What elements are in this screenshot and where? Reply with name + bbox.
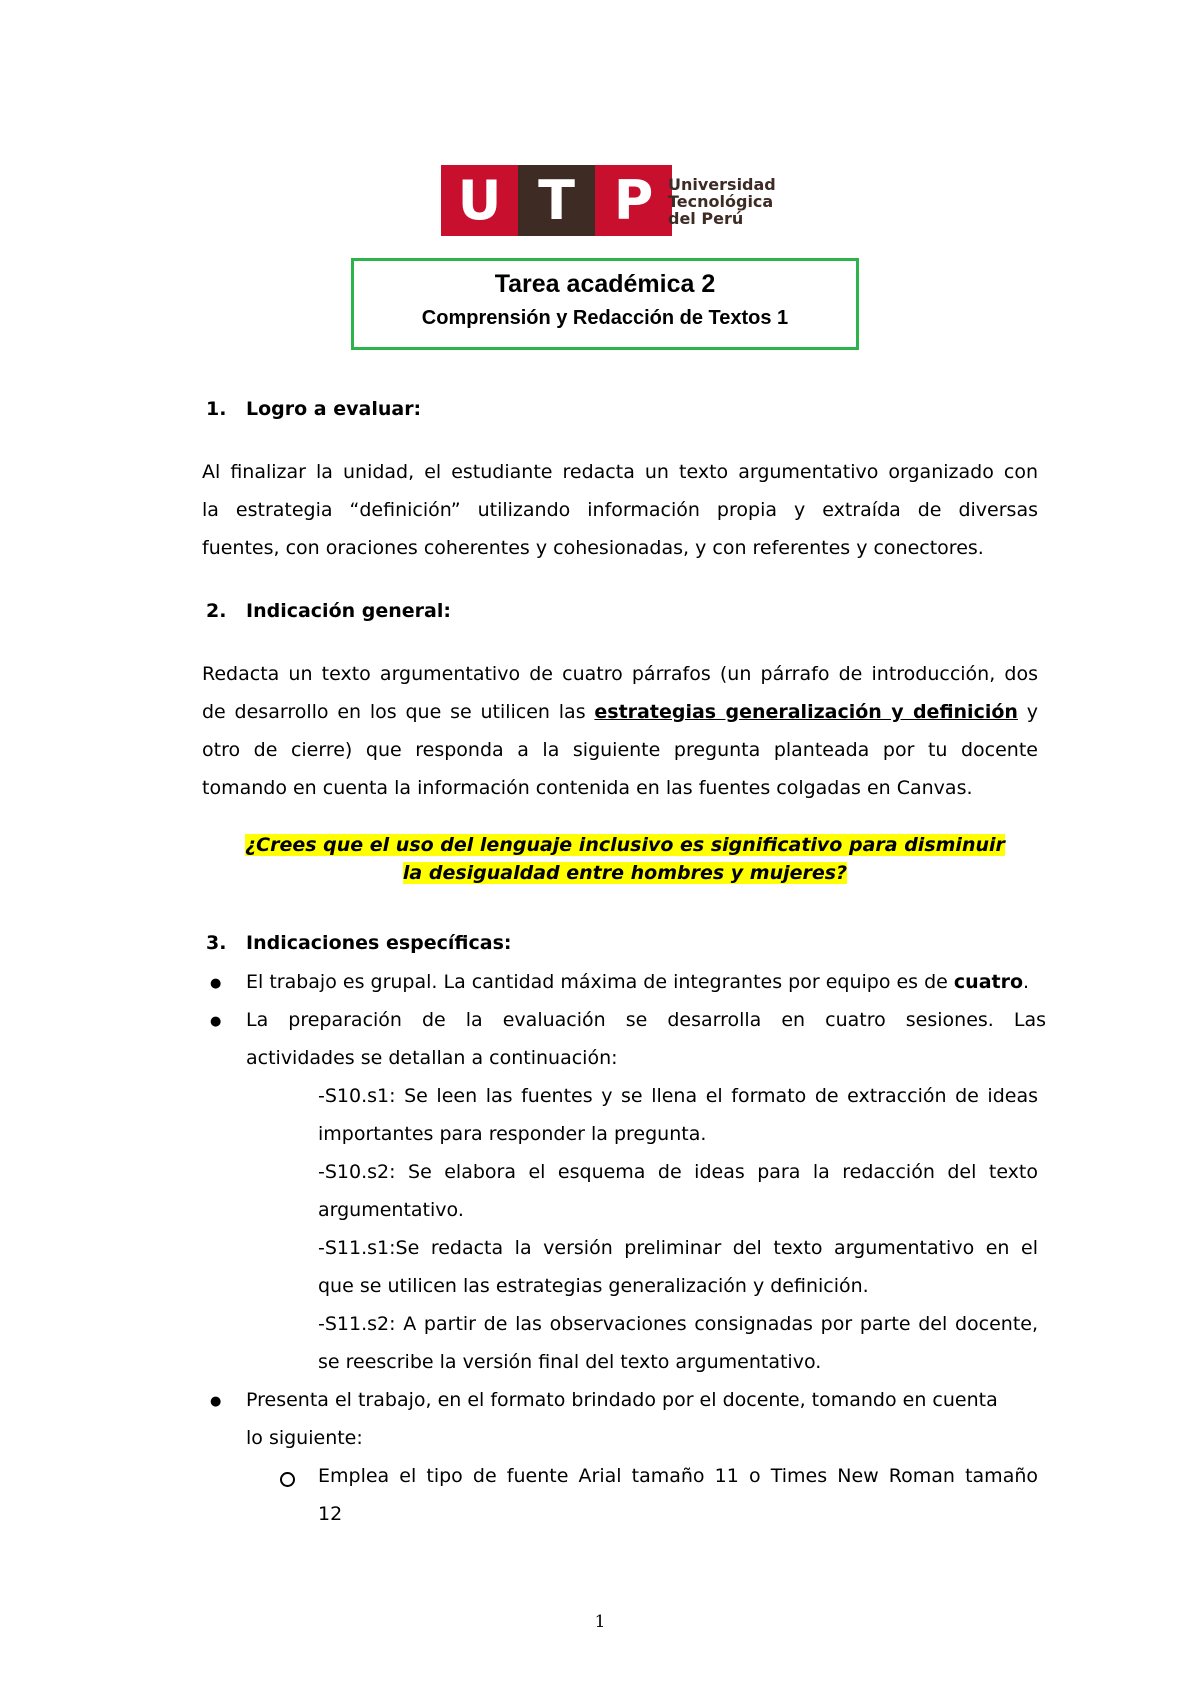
- title-box: [351, 258, 859, 350]
- bullet-text: actividades se detallan a continuación:: [246, 1047, 618, 1069]
- section-3-number: 3.: [206, 932, 227, 954]
- session-s10s2-cont: argumentativo.: [318, 1199, 464, 1221]
- paragraph-line: Redacta un texto argumentativo de cuatro párrafos (un párrafo de introducción, dos: [202, 663, 1038, 685]
- bold-word: cuatro: [953, 971, 1024, 993]
- logo-letter-u: U: [457, 169, 502, 232]
- logo-text-line-1: Universidad: [668, 175, 776, 194]
- logo-text-line-2: Tecnológica: [668, 192, 774, 211]
- emphasized-strategies: estrategias generalización y definición: [594, 701, 1018, 723]
- bullet-text: La preparación de la evaluación se desarrolla en cuatro sesiones. Las: [246, 1009, 1046, 1031]
- bullet-icon: ●: [210, 976, 222, 991]
- logo-text-line-3: del Perú: [668, 209, 744, 228]
- section-2-heading: [206, 600, 451, 622]
- sub-bullet-item: [318, 1457, 1038, 1533]
- section-2-paragraph: [202, 655, 1038, 807]
- page-number: 1: [594, 1612, 606, 1632]
- sub-bullet-text: Emplea el tipo de fuente Arial tamaño 11 o Times New Roman tamaño: [318, 1465, 1038, 1487]
- bullet-item-sessions: [246, 1001, 1046, 1077]
- bullet-item-group: [246, 963, 1056, 1001]
- paragraph-line: fuentes, con oraciones coherentes y cohesionadas, y con referentes y conectores.: [202, 537, 984, 559]
- section-3-heading: [206, 932, 512, 954]
- line-text: de desarrollo en los que se utilicen las: [202, 701, 586, 723]
- session-s11s2: -S11.s2: A partir de las observaciones consignadas por parte del docente,: [318, 1313, 1038, 1335]
- logo-box-p: [595, 165, 672, 236]
- question-line-1: ¿Crees que el uso del lenguaje inclusivo es significativo para disminuir: [245, 834, 1005, 856]
- logo-letter-t: T: [538, 169, 575, 232]
- highlighted-question: [200, 831, 1050, 887]
- section-2-number: 2.: [206, 600, 227, 622]
- logo-text: [668, 176, 776, 227]
- session-s10s1-cont: importantes para responder la pregunta.: [318, 1123, 707, 1145]
- question-line-2: la desigualdad entre hombres y mujeres?: [402, 862, 848, 884]
- paragraph-line: Al finalizar la unidad, el estudiante redacta un texto argumentativo organizado con: [202, 461, 1038, 483]
- logo-box-t: [518, 165, 595, 236]
- document-title: Tarea académica 2: [494, 270, 716, 298]
- session-s11s1: -S11.s1:Se redacta la versión preliminar del texto argumentativo en el: [318, 1237, 1038, 1259]
- bullet-icon: ●: [210, 1014, 222, 1029]
- section-1-paragraph: [202, 453, 1038, 567]
- bullet-text: El trabajo es grupal. La cantidad máxima de integrantes por equipo es de cuatro.: [246, 971, 1030, 993]
- bullet-icon: ●: [210, 1394, 222, 1409]
- session-list: [318, 1077, 1038, 1381]
- section-1-number: 1.: [206, 398, 227, 420]
- section-1-title: Logro a evaluar:: [246, 398, 422, 420]
- line-text: y: [1026, 701, 1038, 723]
- logo-box-u: [441, 165, 518, 236]
- paragraph-line: tomando en cuenta la información contenida en las fuentes colgadas en Canvas.: [202, 777, 973, 799]
- session-s11s1-cont: que se utilicen las estrategias generalización y definición.: [318, 1275, 869, 1297]
- paragraph-line: la estrategia “definición” utilizando información propia y extraída de diversas: [202, 499, 1038, 521]
- circle-bullet-icon: [280, 1472, 295, 1487]
- session-s10s2: -S10.s2: Se elabora el esquema de ideas para la redacción del texto: [318, 1161, 1038, 1183]
- section-3-title: Indicaciones específicas:: [246, 932, 512, 954]
- paragraph-line: otro de cierre) que responda a la siguiente pregunta planteada por tu docente: [202, 739, 1038, 761]
- sub-bullet-text: 12: [318, 1503, 343, 1525]
- section-2-title: Indicación general:: [246, 600, 451, 622]
- paragraph-line-with-emphasis: [202, 693, 1038, 731]
- document-subtitle: Comprensión y Redacción de Textos 1: [421, 307, 789, 329]
- section-1-heading: [206, 398, 421, 420]
- bullet-item-format: [246, 1381, 1056, 1457]
- logo-letter-p: P: [613, 169, 654, 232]
- session-s10s1: -S10.s1: Se leen las fuentes y se llena el formato de extracción de ideas: [318, 1085, 1038, 1107]
- bullet-text: Presenta el trabajo, en el formato brindado por el docente, tomando en cuenta: [246, 1389, 998, 1411]
- session-s11s2-cont: se reescribe la versión final del texto argumentativo.: [318, 1351, 822, 1373]
- bullet-text: lo siguiente:: [246, 1427, 363, 1449]
